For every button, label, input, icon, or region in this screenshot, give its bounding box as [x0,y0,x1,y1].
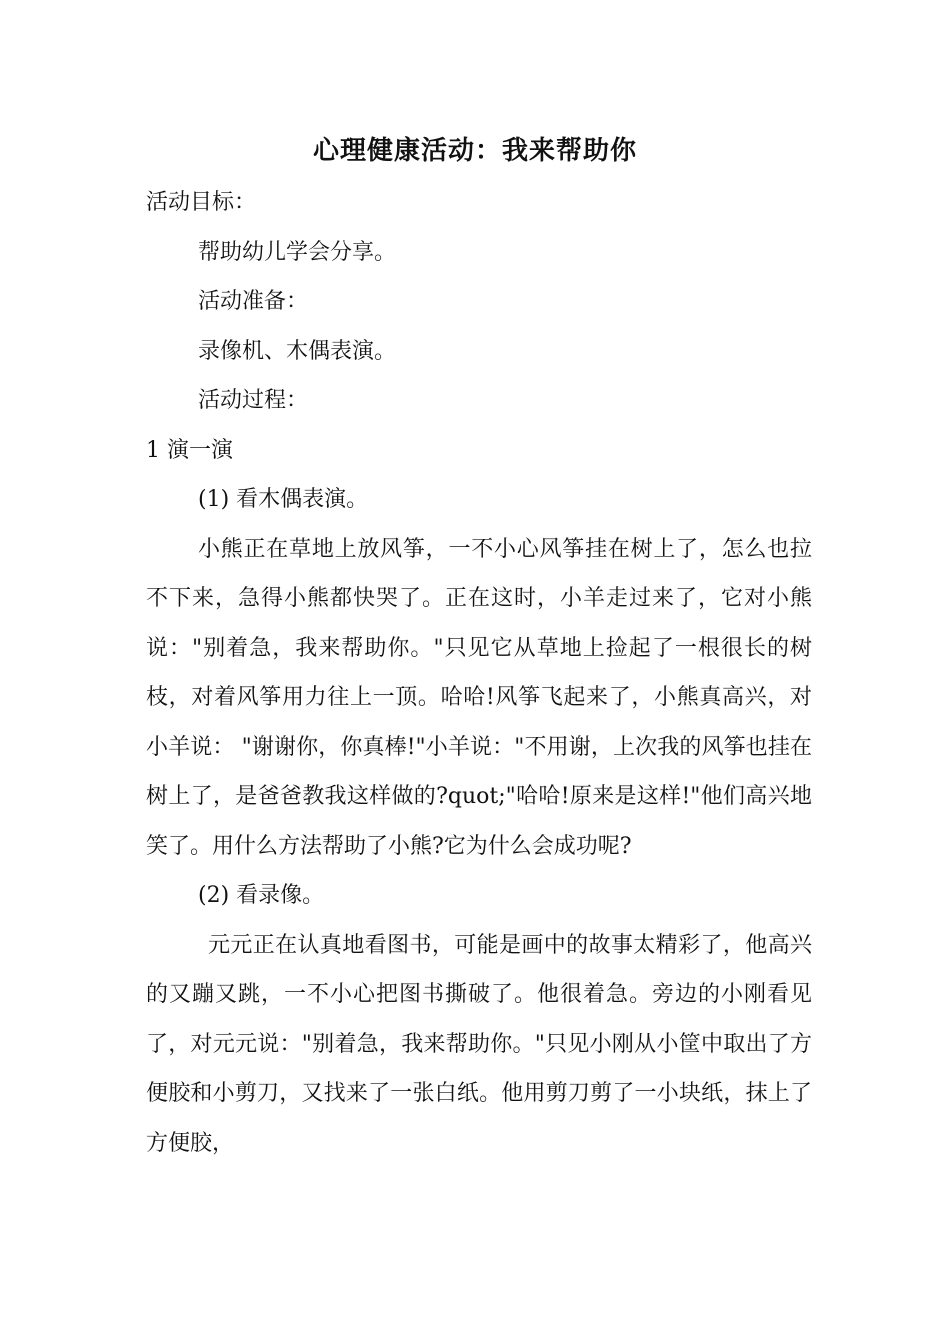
section-heading-goal: 活动目标： [146,190,257,215]
document-body [146,178,812,1168]
goal-text: 帮助幼儿学会分享。 [198,239,397,265]
step-heading-1: 1 演一演 [146,437,233,463]
substep-heading-1: (1) 看木偶表演。 [198,487,369,512]
section-heading-preparation: 活动准备： [198,289,309,314]
preparation-text: 录像机、木偶表演。 [198,338,397,364]
story-paragraph-bear: 小熊正在草地上放风筝，一不小心风筝挂在树上了，怎么也拉不下来，急得小熊都快哭了。正在这时，小羊走过来了，它对小熊说："别着急，我来帮助你。"只见它从草地上捡起了一根很长的树枝，对着风筝用力往上一顶。哈哈!风筝飞起来了，小熊真高兴，对小羊说： "谢谢你，你真棒!"小羊说："不用谢，上次我的风筝也挂在树上了，是爸爸教我这样做的?quot;"哈哈!原来是这样!"他们高兴地笑了。用什么方法帮助了小熊?它为什么会成功呢? [146,536,812,859]
story-paragraph-yuanyuan: 元元正在认真地看图书，可能是画中的故事太精彩了，他高兴的又蹦又跳，一不小心把图书撕破了。他很着急。旁边的小刚看见了，对元元说："别着急，我来帮助你。"只见小刚从小筐中取出了方便胶和小剪刀，又找来了一张白纸。他用剪刀剪了一小块纸，抹上了方便胶， [146,932,812,1156]
section-heading-process: 活动过程： [198,388,309,413]
document-title: 心理健康活动：我来帮助你 [312,136,637,166]
substep-heading-2: (2) 看录像。 [198,883,325,908]
